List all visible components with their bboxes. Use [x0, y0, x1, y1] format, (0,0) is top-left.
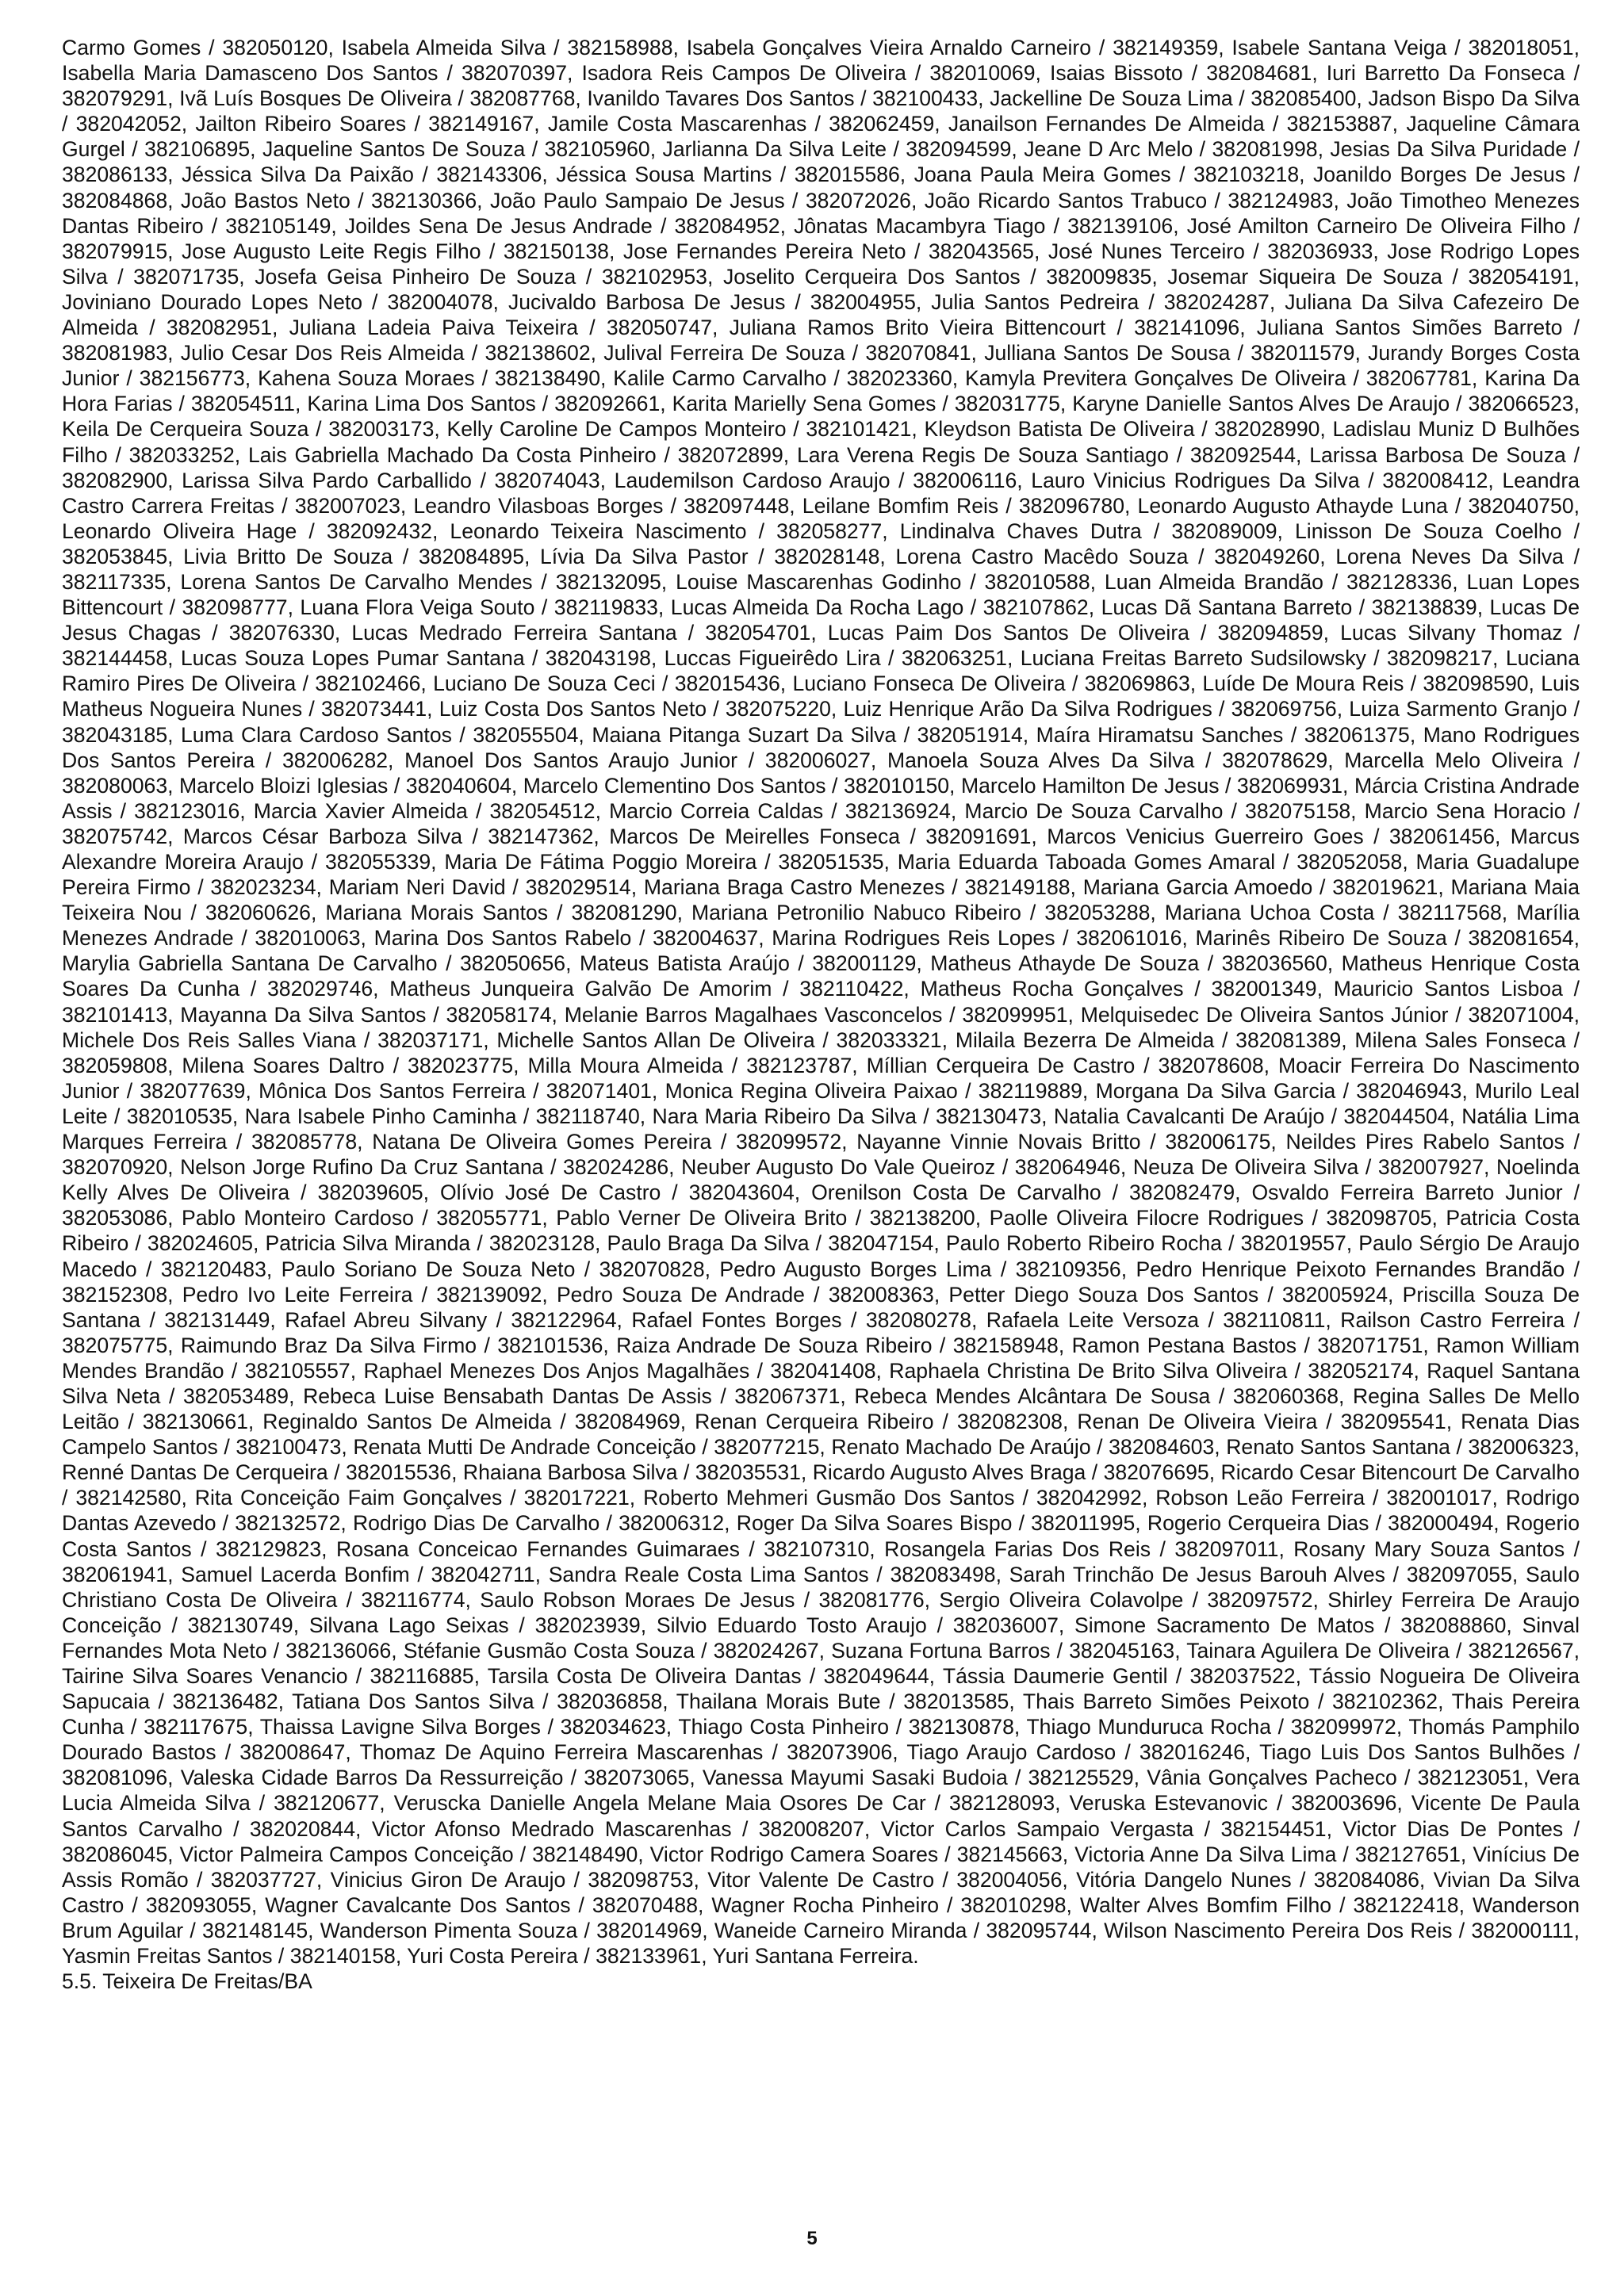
document-page: [62, 35, 1580, 1994]
section-heading: 5.5. Teixeira De Freitas/BA: [62, 1969, 312, 1994]
page-number: 5: [806, 2228, 818, 2249]
candidate-list-paragraph: Carmo Gomes / 382050120, Isabela Almeida Silva / 382158988, Isabela Gonçalves Vieira Arnaldo Carneiro / 382149359, Isabele Santana Veiga / 382018051, Isabella Maria Damasceno Dos Santos / 382070397, Isadora Reis Campos De Oliveira / 382010069, Isaias Bissoto / 382084681, Iuri Barretto Da Fonseca / 382079291, Ivã Luís Bosques De Oliveira / 382087768, Ivanildo Tavares Dos Santos / 382100433, Jackelline De Souza Lima / 382085400, Jadson Bispo Da Silva / 382042052, Jailton Ribeiro Soares / 382149167, Jamile Costa Mascarenhas / 382062459, Janailson Fernandes De Almeida / 382153887, Jaqueline Câmara Gurgel / 382106895, Jaqueline Santos De Souza / 382105960, Jarlianna Da Silva Leite / 382094599, Jeane D Arc Melo / 382081998, Jesias Da Silva Puridade / 382086133, Jéssica Silva Da Paixão / 382143306, Jéssica Sousa Martins / 382015586, Joana Paula Meira Gomes / 382103218, Joanildo Borges De Jesus / 382084868, João Bastos Neto / 382130366, João Paulo Sampaio De Jesus / 382072026, João Ricardo Santos Trabuco / 382124983, João Timotheo Menezes Dantas Ribeiro / 382105149, Joildes Sena De Jesus Andrade / 382084952, Jônatas Macambyra Tiago / 382139106, José Amilton Carneiro De Oliveira Filho / 382079915, Jose Augusto Leite Regis Filho / 382150138, Jose Fernandes Pereira Neto / 382043565, José Nunes Terceiro / 382036933, Jose Rodrigo Lopes Silva / 382071735, Josefa Geisa Pinheiro De Souza / 382102953, Joselito Cerqueira Dos Santos / 382009835, Josemar Siqueira De Souza / 382054191, Joviniano Dourado Lopes Neto / 382004078, Jucivaldo Barbosa De Jesus / 382004955, Julia Santos Pedreira / 382024287, Juliana Da Silva Cafezeiro De Almeida / 382082951, Juliana Ladeia Paiva Teixeira / 382050747, Juliana Ramos Brito Vieira Bittencourt / 382141096, Juliana Santos Simões Barreto / 382081983, Julio Cesar Dos Reis Almeida / 382138602, Julival Ferreira De Souza / 382070841, Julliana Santos De Sousa / 382011579, Jurandy Borges Costa Junior / 382156773, Kahena Souza Moraes / 382138490, Kalile Carmo Carvalho / 382023360, Kamyla Previtera Gonçalves De Oliveira / 382067781, Karina Da Hora Farias / 382054511, Karina Lima Dos Santos / 382092661, Karita Marielly Sena Gomes / 382031775, Karyne Danielle Santos Alves De Araujo / 382066523, Keila De Cerqueira Souza / 382003173, Kelly Caroline De Campos Monteiro / 382101421, Kleydson Batista De Oliveira / 382028990, Ladislau Muniz D Bulhões Filho / 382033252, Lais Gabriella Machado Da Costa Pinheiro / 382072899, Lara Verena Regis De Souza Santiago / 382092544, Larissa Barbosa De Souza / 382082900, Larissa Silva Pardo Carballido / 382074043, Laudemilson Cardoso Araujo / 382006116, Lauro Vinicius Rodrigues Da Silva / 382008412, Leandra Castro Carrera Freitas / 382007023, Leandro Vilasboas Borges / 382097448, Leilane Bomfim Reis / 382096780, Leonardo Augusto Athayde Luna / 382040750, Leonardo Oliveira Hage / 382092432, Leonardo Teixeira Nascimento / 382058277, Lindinalva Chaves Dutra / 382089009, Linisson De Souza Coelho / 382053845, Livia Britto De Souza / 382084895, Lívia Da Silva Pastor / 382028148, Lorena Castro Macêdo Souza / 382049260, Lorena Neves Da Silva / 382117335, Lorena Santos De Carvalho Mendes / 382132095, Louise Mascarenhas Godinho / 382010588, Luan Almeida Brandão / 382128336, Luan Lopes Bittencourt / 382098777, Luana Flora Veiga Souto / 382119833, Lucas Almeida Da Rocha Lago / 382107862, Lucas Dã Santana Barreto / 382138839, Lucas De Jesus Chagas / 382076330, Lucas Medrado Ferreira Santana / 382054701, Lucas Paim Dos Santos De Oliveira / 382094859, Lucas Silvany Thomaz / 382144458, Lucas Souza Lopes Pumar Santana / 382043198, Luccas Figueirêdo Lira / 382063251, Luciana Freitas Barreto Sudsilowsky / 382098217, Luciana Ramiro Pires De Oliveira / 382102466, Luciano De Souza Ceci / 382015436, Luciano Fonseca De Oliveira / 382069863, Luíde De Moura Reis / 382098590, Luis Matheus Nogueira Nunes / 382073441, Luiz Costa Dos Santos Neto / 382075220, Luiz Henrique Arão Da Silva Rodrigues / 382069756, Luiza Sarmento Granjo / 382043185, Luma Clara Cardoso Santos / 382055504, Maiana Pitanga Suzart Da Silva / 382051914, Maíra Hiramatsu Sanches / 382061375, Mano Rodrigues Dos Santos Pereira / 382006282, Manoel Dos Santos Araujo Junior / 382006027, Manoela Souza Alves Da Silva / 382078629, Marcella Melo Oliveira / 382080063, Marcelo Bloizi Iglesias / 382040604, Marcelo Clementino Dos Santos / 382010150, Marcelo Hamilton De Jesus / 382069931, Márcia Cristina Andrade Assis / 382123016, Marcia Xavier Almeida / 382054512, Marcio Correia Caldas / 382136924, Marcio De Souza Carvalho / 382075158, Marcio Sena Horacio / 382075742, Marcos César Barboza Silva / 382147362, Marcos De Meirelles Fonseca / 382091691, Marcos Venicius Guerreiro Goes / 382061456, Marcus Alexandre Moreira Araujo / 382055339, Maria De Fátima Poggio Moreira / 382051535, Maria Eduarda Taboada Gomes Amaral / 382052058, Maria Guadalupe Pereira Firmo / 382023234, Mariam Neri David / 382029514, Mariana Braga Castro Menezes / 382149188, Mariana Garcia Amoedo / 382019621, Mariana Maia Teixeira Nou / 382060626, Mariana Morais Santos / 382081290, Mariana Petronilio Nabuco Ribeiro / 382053288, Mariana Uchoa Costa / 382117568, Marília Menezes Andrade / 382010063, Marina Dos Santos Rabelo / 382004637, Marina Rodrigues Reis Lopes / 382061016, Marinês Ribeiro De Souza / 382081654, Marylia Gabriella Santana De Carvalho / 382050656, Mateus Batista Araújo / 382001129, Matheus Athayde De Souza / 382036560, Matheus Henrique Costa Soares Da Cunha / 382029746, Matheus Junqueira Galvão De Amorim / 382110422, Matheus Rocha Gonçalves / 382001349, Mauricio Santos Lisboa / 382101413, Mayanna Da Silva Santos / 382058174, Melanie Barros Magalhaes Vasconcelos / 382099951, Melquisedec De Oliveira Santos Júnior / 382071004, Michele Dos Reis Salles Viana / 382037171, Michelle Santos Allan De Oliveira / 382033321, Milaila Bezerra De Almeida / 382081389, Milena Sales Fonseca / 382059808, Milena Soares Daltro / 382023775, Milla Moura Almeida / 382123787, Míllian Cerqueira De Castro / 382078608, Moacir Ferreira Do Nascimento Junior / 382077639, Mônica Dos Santos Ferreira / 382071401, Monica Regina Oliveira Paixao / 382119889, Morgana Da Silva Garcia / 382046943, Murilo Leal Leite / 382010535, Nara Isabele Pinho Caminha / 382118740, Nara Maria Ribeiro Da Silva / 382130473, Natalia Cavalcanti De Araújo / 382044504, Natália Lima Marques Ferreira / 382085778, Natana De Oliveira Gomes Pereira / 382099572, Nayanne Vinnie Novais Britto / 382006175, Neildes Pires Rabelo Santos / 382070920, Nelson Jorge Rufino Da Cruz Santana / 382024286, Neuber Augusto Do Vale Queiroz / 382064946, Neuza De Oliveira Silva / 382007927, Noelinda Kelly Alves De Oliveira / 382039605, Olívio José De Castro / 382043604, Orenilson Costa De Carvalho / 382082479, Osvaldo Ferreira Barreto Junior / 382053086, Pablo Monteiro Cardoso / 382055771, Pablo Verner De Oliveira Brito / 382138200, Paolle Oliveira Filocre Rodrigues / 382098705, Patricia Costa Ribeiro / 382024605, Patricia Silva Miranda / 382023128, Paulo Braga Da Silva / 382047154, Paulo Roberto Ribeiro Rocha / 382019557, Paulo Sérgio De Araujo Macedo / 382120483, Paulo Soriano De Souza Neto / 382070828, Pedro Augusto Borges Lima / 382109356, Pedro Henrique Peixoto Fernandes Brandão / 382152308, Pedro Ivo Leite Ferreira / 382139092, Pedro Souza De Andrade / 382008363, Petter Diego Souza Dos Santos / 382005924, Priscilla Souza De Santana / 382131449, Rafael Abreu Silvany / 382122964, Rafael Fontes Borges / 382080278, Rafaela Leite Versoza / 382110811, Railson Castro Ferreira / 382075775, Raimundo Braz Da Silva Firmo / 382101536, Raiza Andrade De Souza Ribeiro / 382158948, Ramon Pestana Bastos / 382071751, Ramon William Mendes Brandão / 382105557, Raphael Menezes Dos Anjos Magalhães / 382041408, Raphaela Christina De Brito Silva Oliveira / 382052174, Raquel Santana Silva Neta / 382053489, Rebeca Luise Bensabath Dantas De Assis / 382067371, Rebeca Mendes Alcântara De Sousa / 382060368, Regina Salles De Mello Leitão / 382130661, Reginaldo Santos De Almeida / 382084969, Renan Cerqueira Ribeiro / 382082308, Renan De Oliveira Vieira / 382095541, Renata Dias Campelo Santos / 382100473, Renata Mutti De Andrade Conceição / 382077215, Renato Machado De Araújo / 382084603, Renato Santos Santana / 382006323, Renné Dantas De Cerqueira / 382015536, Rhaiana Barbosa Silva / 382035531, Ricardo Augusto Alves Braga / 382076695, Ricardo Cesar Bitencourt De Carvalho / 382142580, Rita Conceição Faim Gonçalves / 382017221, Roberto Mehmeri Gusmão Dos Santos / 382042992, Robson Leão Ferreira / 382001017, Rodrigo Dantas Azevedo / 382132572, Rodrigo Dias De Carvalho / 382006312, Roger Da Silva Soares Bispo / 382011995, Rogerio Cerqueira Dias / 382000494, Rogerio Costa Santos / 382129823, Rosana Conceicao Fernandes Guimaraes / 382107310, Rosangela Farias Dos Reis / 382097011, Rosany Mary Souza Santos / 382061941, Samuel Lacerda Bonfim / 382042711, Sandra Reale Costa Lima Santos / 382083498, Sarah Trinchão De Jesus Barouh Alves / 382097055, Saulo Christiano Costa De Oliveira / 382116774, Saulo Robson Moraes De Jesus / 382081776, Sergio Oliveira Colavolpe / 382097572, Shirley Ferreira De Araujo Conceição / 382130749, Silvana Lago Seixas / 382023939, Silvio Eduardo Tosto Araujo / 382036007, Simone Sacramento De Matos / 382088860, Sinval Fernandes Mota Neto / 382136066, Stéfanie Gusmão Costa Souza / 382024267, Suzana Fortuna Barros / 382045163, Tainara Aguilera De Oliveira / 382126567, Tairine Silva Soares Venancio / 382116885, Tarsila Costa De Oliveira Dantas / 382049644, Tássia Daumerie Gentil / 382037522, Tássio Nogueira De Oliveira Sapucaia / 382136482, Tatiana Dos Santos Silva / 382036858, Thailana Morais Bute / 382013585, Thais Barreto Simões Peixoto / 382102362, Thais Pereira Cunha / 382117675, Thaissa Lavigne Silva Borges / 382034623, Thiago Costa Pinheiro / 382130878, Thiago Munduruca Rocha / 382099972, Thomás Pamphilo Dourado Bastos / 382008647, Thomaz De Aquino Ferreira Mascarenhas / 382073906, Tiago Araujo Cardoso / 382016246, Tiago Luis Dos Santos Bulhões / 382081096, Valeska Cidade Barros Da Ressurreição / 382073065, Vanessa Mayumi Sasaki Budoia / 382125529, Vânia Gonçalves Pacheco / 382123051, Vera Lucia Almeida Silva / 382120677, Veruscka Danielle Angela Melane Maia Osores De Car / 382128093, Veruska Estevanovic / 382003696, Vicente De Paula Santos Carvalho / 382020844, Victor Afonso Medrado Mascarenhas / 382008207, Victor Carlos Sampaio Vergasta / 382154451, Victor Dias De Pontes / 382086045, Victor Palmeira Campos Conceição / 382148490, Victor Rodrigo Camera Soares / 382145663, Victoria Anne Da Silva Lima / 382127651, Vinícius De Assis Romão / 382037727, Vinicius Giron De Araujo / 382098753, Vitor Valente De Castro / 382004056, Vitória Dangelo Nunes / 382084086, Vivian Da Silva Castro / 382093055, Wagner Cavalcante Dos Santos / 382070488, Wagner Rocha Pinheiro / 382010298, Walter Alves Bomfim Filho / 382122418, Wanderson Brum Aguilar / 382148145, Wanderson Pimenta Souza / 382014969, Waneide Carneiro Miranda / 382095744, Wilson Nascimento Pereira Dos Reis / 382000111, Yasmin Freitas Santos / 382140158, Yuri Costa Pereira / 382133961, Yuri Santana Ferreira.: [62, 36, 1580, 1969]
